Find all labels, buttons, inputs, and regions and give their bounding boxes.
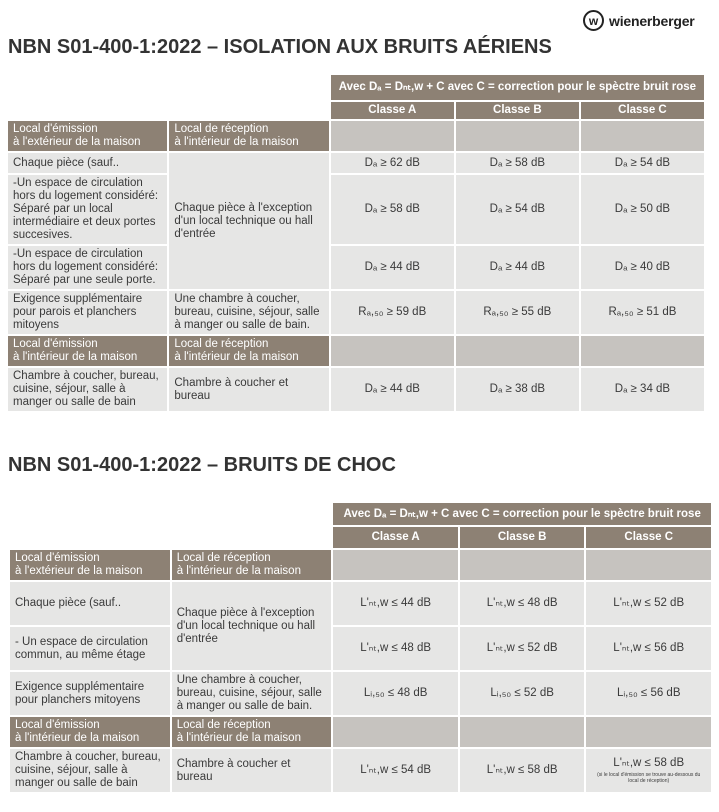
formula-banner: Avec Dₐ = Dₙₜ,w + C avec C = correction pour le spèctre bruit rose [331,75,704,100]
brand-logo [583,10,695,31]
reception-header [169,336,328,366]
emission-header-text: Local d'émission à l'intérieur de la maison [15,719,140,744]
class-a-value: L'ₙₜ,w ≤ 48 dB [333,627,458,670]
emission-header [8,336,167,366]
table-row [10,672,711,715]
class-b-value: Lᵢ,₅₀ ≤ 52 dB [460,672,585,715]
section2-title: NBN S01-400-1:2022 – BRUITS DE CHOC [8,454,396,476]
reception-label: Une chambre à coucher, bureau, cuisine, séjour, salle à manger ou salle de bain. [169,291,328,334]
class-b-value: Dₐ ≥ 44 dB [456,246,579,289]
table-row [8,175,704,244]
class-b-value: Dₐ ≥ 38 dB [456,368,579,411]
emission-label: Exigence supplémentaire pour parois et planchers mitoyens [8,291,167,334]
impact-sound-table [8,501,713,794]
group-header-row [8,121,704,151]
class-header-row [8,102,704,119]
emission-header [10,550,170,580]
class-a-value: Rₐ,₅₀ ≥ 59 dB [331,291,454,334]
reception-header [172,550,332,580]
class-b-value: L'ₙₜ,w ≤ 48 dB [460,582,585,625]
emission-header-text: Local d'émission à l'extérieur de la maison [15,552,143,577]
table-row [10,627,711,670]
class-b-value: Rₐ,₅₀ ≥ 55 dB [456,291,579,334]
class-c-value: Lᵢ,₅₀ ≤ 56 dB [586,672,711,715]
emission-label: Chambre à coucher, bureau, cuisine, séjour, salle à manger ou salle de bain [8,368,167,411]
emission-label: Chaque pièce (sauf.. [8,153,167,173]
class-a-value: Dₐ ≥ 62 dB [331,153,454,173]
class-b-value: Dₐ ≥ 54 dB [456,175,579,244]
class-c-value [586,749,711,792]
table-row [8,153,704,173]
table-row [10,582,711,625]
reception-header [172,717,332,747]
class-a-value: L'ₙₜ,w ≤ 44 dB [333,582,458,625]
class-b-header: Classe B [460,527,585,548]
banner-spacer [10,503,331,525]
reception-label: Une chambre à coucher, bureau, cuisine, séjour, salle à manger ou salle de bain. [172,672,332,715]
table-row [8,291,704,334]
section1-title: NBN S01-400-1:2022 – ISOLATION AUX BRUITS AÉRIENS [8,36,552,58]
table-row [10,749,711,792]
emission-header [10,717,170,747]
class-c-value-text: L'ₙₜ,w ≤ 58 dB [613,757,685,769]
class-a-value: Lᵢ,₅₀ ≤ 48 dB [333,672,458,715]
class-a-value: Dₐ ≥ 58 dB [331,175,454,244]
emission-label: - Un espace de circulation commun, au même étage [10,627,170,670]
emission-header [8,121,167,151]
emission-label: Exigence supplémentaire pour planchers mitoyens [10,672,170,715]
brand-name: wienerberger [609,12,695,29]
reception-header-text: Local de réception à l'intérieur de la maison [174,338,299,363]
reception-label: Chaque pièce à l'exception d'un local technique ou hall d'entrée [172,582,332,670]
table-row [8,368,704,411]
class-c-value: L'ₙₜ,w ≤ 56 dB [586,627,711,670]
class-a-header: Classe A [331,102,454,119]
class-c-value: Dₐ ≥ 50 dB [581,175,704,244]
class-c-value: L'ₙₜ,w ≤ 52 dB [586,582,711,625]
class-b-value: L'ₙₜ,w ≤ 52 dB [460,627,585,670]
class-b-value: Dₐ ≥ 58 dB [456,153,579,173]
emission-header-text: Local d'émission à l'extérieur de la maison [13,123,141,148]
reception-header-text: Local de réception à l'intérieur de la maison [176,719,301,744]
emission-label: -Un espace de circulation hors du logement considéré: Séparé par une seule porte. [8,246,167,289]
class-c-value: Dₐ ≥ 34 dB [581,368,704,411]
class-b-value: L'ₙₜ,w ≤ 58 dB [460,749,585,792]
wienerberger-logo-icon: w [583,10,604,31]
reception-header-text: Local de réception à l'intérieur de la maison [176,552,301,577]
reception-header-text: Local de réception à l'intérieur de la maison [174,123,299,148]
formula-banner: Avec Dₐ = Dₙₜ,w + C avec C = correction pour le spèctre bruit rose [333,503,711,525]
class-c-value: Dₐ ≥ 40 dB [581,246,704,289]
class-c-header: Classe C [586,527,711,548]
emission-label: Chambre à coucher, bureau, cuisine, séjour, salle à manger ou salle de bain [10,749,170,792]
group-header-row [10,550,711,580]
group-header-row [8,336,704,366]
class-a-value: Dₐ ≥ 44 dB [331,246,454,289]
reception-label: Chambre à coucher et bureau [172,749,332,792]
emission-header-text: Local d'émission à l'intérieur de la maison [13,338,138,363]
banner-spacer [8,75,329,100]
reception-label: Chaque pièce à l'exception d'un local technique ou hall d'entrée [169,153,328,289]
emission-label: Chaque pièce (sauf.. [10,582,170,625]
airborne-sound-table [6,73,706,413]
class-b-header: Classe B [456,102,579,119]
class-c-value: Dₐ ≥ 54 dB [581,153,704,173]
class-a-value: L'ₙₜ,w ≤ 54 dB [333,749,458,792]
class-header-row [10,527,711,548]
class-a-value: Dₐ ≥ 44 dB [331,368,454,411]
emission-label: -Un espace de circulation hors du logement considéré: Séparé par un local intermédiaire et deux portes succesives. [8,175,167,244]
reception-header [169,121,328,151]
banner-row [10,503,711,525]
reception-label: Chambre à coucher et bureau [169,368,328,411]
group-header-row [10,717,711,747]
banner-row [8,75,704,100]
class-c-header: Classe C [581,102,704,119]
class-c-value: Rₐ,₅₀ ≥ 51 dB [581,291,704,334]
class-a-header: Classe A [333,527,458,548]
footnote: (si le local d'émission se trouve au-dessous du local de réception) [597,772,701,784]
table-row [8,246,704,289]
